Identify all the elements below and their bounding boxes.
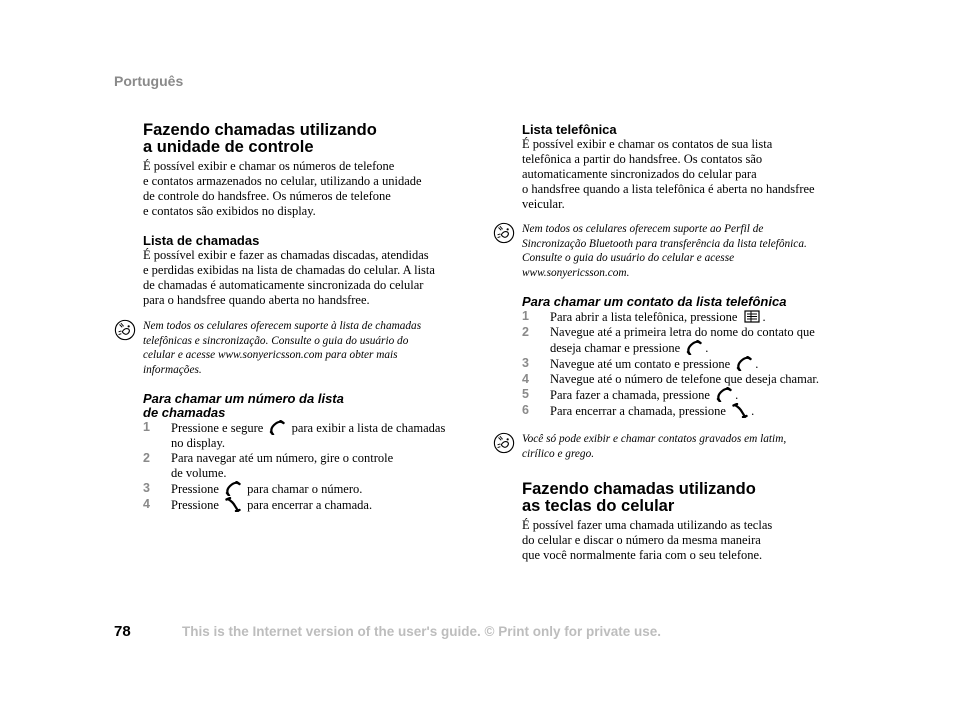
step-number: 1 bbox=[522, 309, 529, 323]
end-call-key-icon bbox=[224, 497, 242, 512]
phone-keys-paragraph: É possível fazer uma chamada utilizando as teclas do celular e discar o número da mesma maneira que você normalmente faria com o seu telefone. bbox=[522, 518, 773, 562]
step-text: Para encerrar a chamada, pressione bbox=[550, 404, 726, 418]
step-item bbox=[143, 451, 473, 481]
intro-paragraph: É possível exibir e chamar os números de telefone e contatos armazenados no celular, utilizando a unidade de controle do handsfree. Os números de telefone e contatos são exibidos no display. bbox=[143, 159, 422, 218]
step-text: . bbox=[705, 341, 709, 355]
note-text: Nem todos os celulares oferecem suporte ao Perfil de Sincronização Bluetooth para transferência da lista telefônica. Consulte o guia do usuário do celular e acesse www.sonyericsson.com. bbox=[522, 223, 807, 279]
call-key-icon bbox=[715, 387, 733, 402]
step-text: Para fazer a chamada, pressione bbox=[550, 388, 710, 402]
step-text: . bbox=[755, 357, 759, 371]
note-phonebook bbox=[522, 222, 857, 280]
step-text: . bbox=[751, 404, 755, 418]
step-item bbox=[522, 325, 857, 356]
note-icon bbox=[114, 319, 136, 341]
call-key-icon bbox=[735, 356, 753, 371]
step-item bbox=[522, 309, 857, 325]
step-text: Navegue até a primeira letra do nome do contato que bbox=[550, 325, 815, 339]
step-number: 4 bbox=[522, 372, 529, 386]
right-column bbox=[522, 122, 857, 563]
step-item bbox=[143, 481, 473, 497]
call-key-icon bbox=[685, 340, 703, 355]
step-text: Pressione e segure bbox=[171, 421, 264, 435]
call-list-paragraph: É possível exibir e fazer as chamadas discadas, atendidas e perdidas exibidas na lista de chamadas do celular. A lista de chamadas é automaticamente sincronizada do celular para o handsfree quando aberta no handsfree. bbox=[143, 248, 435, 307]
step-number: 3 bbox=[522, 356, 529, 370]
section-heading-phone-keys: Fazendo chamadas utilizando as teclas do celular bbox=[522, 480, 756, 515]
step-text: Para navegar até um número, gire o controle bbox=[171, 451, 394, 465]
page-number: 78 bbox=[114, 623, 131, 640]
end-call-key-icon bbox=[731, 403, 749, 418]
call-key-icon bbox=[268, 420, 286, 435]
phonebook-paragraph: É possível exibir e chamar os contatos de sua lista telefônica a partir do handsfree. Os contatos são automaticamente sincronizados do celular para o handsfree quando a lista telefônica é aberta no handsfree veicular. bbox=[522, 137, 815, 211]
step-text: para chamar o número. bbox=[247, 482, 363, 496]
procedure-heading-phonebook: Para chamar um contato da lista telefônica bbox=[522, 294, 787, 309]
step-text: para encerrar a chamada. bbox=[247, 498, 373, 512]
note-call-list bbox=[143, 319, 473, 377]
step-text: Navegue até um contato e pressione bbox=[550, 357, 731, 371]
step-text: Pressione bbox=[171, 482, 219, 496]
note-icon bbox=[493, 222, 515, 244]
step-text: deseja chamar e pressione bbox=[550, 341, 681, 355]
language-label: Português bbox=[114, 73, 184, 89]
step-text: Pressione bbox=[171, 498, 219, 512]
left-column bbox=[143, 122, 473, 513]
step-number: 2 bbox=[522, 325, 529, 339]
phonebook-key-icon bbox=[743, 309, 761, 324]
step-text: de volume. bbox=[171, 466, 227, 480]
step-text: Navegue até o número de telefone que deseja chamar. bbox=[550, 372, 819, 386]
step-text: Para abrir a lista telefônica, pressione bbox=[550, 310, 738, 324]
step-text: . bbox=[762, 310, 766, 324]
procedure-heading-call-list: Para chamar um número da lista de chamadas bbox=[143, 391, 344, 420]
step-item bbox=[522, 372, 857, 387]
steps-phonebook bbox=[522, 309, 857, 419]
step-number: 1 bbox=[143, 420, 150, 434]
step-item bbox=[522, 387, 857, 403]
steps-call-list bbox=[143, 420, 473, 513]
note-alphabets bbox=[522, 432, 857, 461]
step-item bbox=[143, 420, 473, 451]
call-key-icon bbox=[224, 481, 242, 496]
subheading-phonebook: Lista telefônica bbox=[522, 122, 617, 137]
step-number: 4 bbox=[143, 497, 150, 511]
section-heading-control-unit: Fazendo chamadas utilizando a unidade de controle bbox=[143, 121, 377, 156]
step-number: 2 bbox=[143, 451, 150, 465]
step-number: 3 bbox=[143, 481, 150, 495]
footer-notice: This is the Internet version of the user's guide. © Print only for private use. bbox=[182, 624, 661, 639]
step-item bbox=[522, 403, 857, 419]
note-icon bbox=[493, 432, 515, 454]
step-number: 5 bbox=[522, 387, 529, 401]
step-item bbox=[522, 356, 857, 372]
step-number: 6 bbox=[522, 403, 529, 417]
step-text: para exibir a lista de chamadas bbox=[291, 421, 446, 435]
subheading-call-list: Lista de chamadas bbox=[143, 233, 260, 248]
step-text: no display. bbox=[171, 436, 226, 450]
step-text: . bbox=[735, 388, 739, 402]
step-item bbox=[143, 497, 473, 513]
note-text: Nem todos os celulares oferecem suporte à lista de chamadas telefônicas e sincronização. Consulte o guia do usuário do celular e acesse www.sonyericsson.com para obter mais informações. bbox=[143, 320, 422, 376]
note-text: Você só pode exibir e chamar contatos gravados em latim, cirílico e grego. bbox=[522, 433, 787, 460]
